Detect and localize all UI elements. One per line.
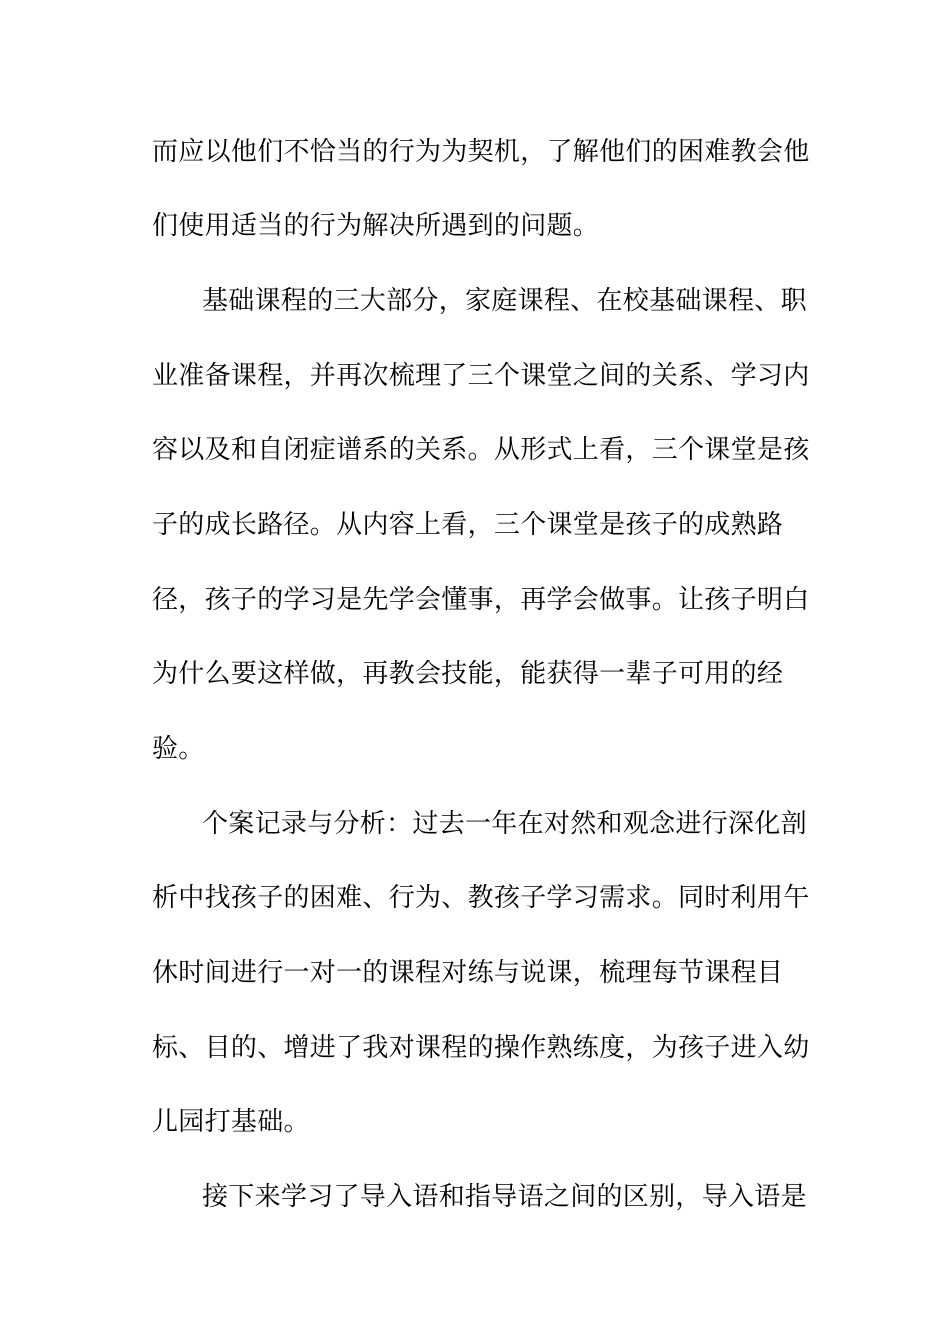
text-line: 个案记录与分析：过去一年在对然和观念进行深化剖 <box>202 809 807 839</box>
text-line: 径，孩子的学习是先学会懂事，再学会做事。让孩子明白 <box>152 585 810 615</box>
text-line: 析中找孩子的困难、行为、教孩子学习需求。同时利用午 <box>152 883 810 913</box>
text-line: 基础课程的三大部分，家庭课程、在校基础课程、职 <box>202 286 807 316</box>
text-line: 而应以他们不恰当的行为为契机，了解他们的困难教会他 <box>152 137 810 167</box>
text-line: 儿园打基础。 <box>152 1107 310 1137</box>
text-line: 标、目的、增进了我对课程的操作熟练度，为孩子进入幼 <box>152 1033 810 1063</box>
text-line: 验。 <box>152 734 205 764</box>
text-line: 休时间进行一对一的课程对练与说课，梳理每节课程目 <box>152 958 784 988</box>
text-line: 接下来学习了导入语和指导语之间的区别，导入语是 <box>202 1182 807 1212</box>
text-line: 容以及和自闭症谱系的关系。从形式上看，三个课堂是孩 <box>152 435 810 465</box>
text-line: 子的成长路径。从内容上看，三个课堂是孩子的成熟路 <box>152 510 784 540</box>
text-line: 业准备课程，并再次梳理了三个课堂之间的关系、学习内 <box>152 361 810 391</box>
text-line: 为什么要这样做，再教会技能，能获得一辈子可用的经 <box>152 659 784 689</box>
text-line: 们使用适当的行为解决所遇到的问题。 <box>152 211 600 241</box>
